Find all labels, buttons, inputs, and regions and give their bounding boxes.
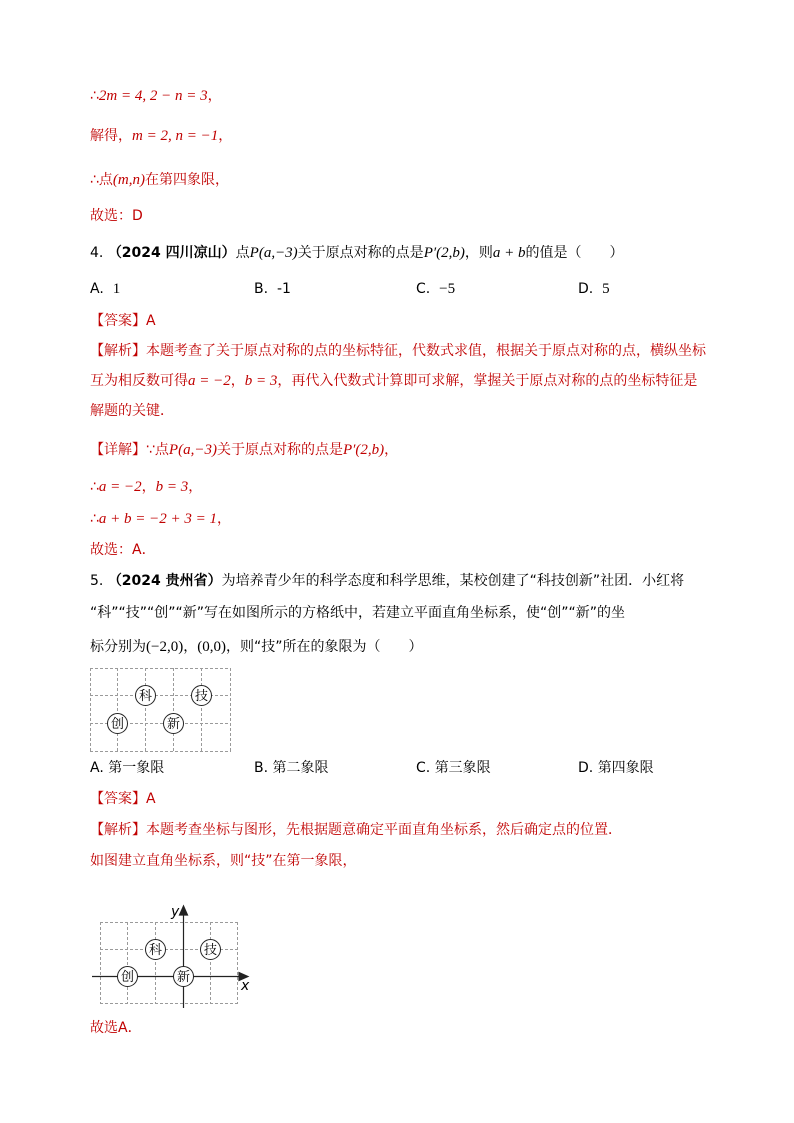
point-p-prime: P′(2,b) bbox=[342, 442, 385, 458]
y-axis-label: y bbox=[171, 904, 180, 920]
q4-answer bbox=[90, 311, 156, 331]
option-value: 第三象限 bbox=[434, 760, 491, 776]
punctuation: ， bbox=[217, 511, 232, 527]
question-text: 的值是（ ） bbox=[525, 245, 624, 261]
option-value: 1 bbox=[112, 281, 121, 297]
option-value: 第二象限 bbox=[272, 760, 329, 776]
grid-figure-1 bbox=[90, 668, 231, 752]
q4-detail-line-2 bbox=[90, 477, 202, 497]
therefore-symbol: ∴ bbox=[90, 479, 99, 495]
analysis-text: 本题考查了关于原点对称的点的坐标特征，代数式求值，根据关于原点对称的点，横纵坐标 bbox=[146, 343, 706, 359]
axis-char-ji bbox=[201, 940, 221, 960]
axis-char-chuang bbox=[118, 967, 138, 987]
analysis-text: 互为相反数可得 bbox=[90, 373, 188, 389]
svg-text:新: 新 bbox=[166, 717, 181, 732]
question-number: 4. bbox=[90, 245, 104, 261]
svg-text:科: 科 bbox=[148, 943, 163, 958]
punctuation: ， bbox=[218, 128, 233, 144]
detail-text: 关于原点对称的点是 bbox=[216, 442, 343, 458]
analysis-tag: 【解析】 bbox=[90, 822, 146, 838]
q4-analysis-line-2 bbox=[90, 371, 697, 391]
question-text: 标分别为 bbox=[90, 639, 146, 655]
q4-option-d[interactable] bbox=[578, 279, 610, 299]
punctuation: ， bbox=[188, 479, 203, 495]
q5-conclusion: 故选A． bbox=[90, 1020, 142, 1036]
question-source: （2024 四川凉山） bbox=[107, 245, 236, 261]
option-value: 第一象限 bbox=[108, 760, 165, 776]
svg-text:新: 新 bbox=[176, 970, 191, 985]
option-letter: B. bbox=[254, 281, 269, 297]
question-text: 关于原点对称的点是 bbox=[297, 245, 424, 261]
solution-line-2 bbox=[90, 126, 232, 146]
grid-figure-2 bbox=[88, 900, 253, 1010]
math-b: b = 3 bbox=[155, 479, 189, 495]
detail-text: ∵点 bbox=[146, 442, 169, 458]
option-letter: D. bbox=[578, 760, 594, 776]
option-letter: D. bbox=[578, 281, 594, 297]
svg-text:技: 技 bbox=[203, 943, 218, 958]
analysis-tag: 【解析】 bbox=[90, 343, 146, 359]
axis-char-xin bbox=[174, 967, 194, 987]
solution-line-3 bbox=[90, 170, 229, 190]
coord-chuang: (−2,0) bbox=[146, 639, 184, 655]
question-number: 5. bbox=[90, 573, 104, 589]
question-4 bbox=[90, 243, 624, 263]
coord-xin: (0,0) bbox=[197, 639, 226, 655]
q4-conclusion: 故选：A． bbox=[90, 542, 156, 558]
question-text: 点 bbox=[235, 245, 250, 261]
option-value: −5 bbox=[439, 281, 456, 297]
q5-answer bbox=[90, 789, 156, 809]
question-5-line-2: “科”“技”“创”“新”写在如图所示的方格纸中，若建立平面直角坐标系，使“创”“新”的坐 bbox=[90, 605, 626, 621]
equation: m = 2, n = −1 bbox=[132, 128, 219, 144]
grid-char-xin bbox=[164, 714, 184, 734]
q5-option-c[interactable] bbox=[416, 758, 491, 778]
svg-text:创: 创 bbox=[110, 717, 125, 732]
therefore-text: ∴点 bbox=[90, 172, 113, 188]
q4-option-a[interactable] bbox=[90, 279, 120, 299]
punctuation: ， bbox=[207, 88, 222, 104]
option-letter: A. bbox=[90, 281, 104, 297]
option-value: 5 bbox=[602, 281, 610, 297]
point-math: (m,n) bbox=[112, 172, 145, 188]
answer-tag: 【答案】 bbox=[90, 313, 146, 329]
punctuation: ， bbox=[230, 373, 245, 389]
solution-conclusion: 故选：D bbox=[90, 208, 143, 224]
quadrant-text: 在第四象限， bbox=[145, 172, 229, 188]
q4-analysis-line-3: 解题的关键． bbox=[90, 403, 174, 419]
detail-tag: 【详解】 bbox=[90, 442, 146, 458]
expression: a + b bbox=[492, 245, 526, 261]
option-value: 第四象限 bbox=[597, 760, 654, 776]
solve-text: 解得， bbox=[90, 128, 132, 144]
x-axis-label: x bbox=[241, 978, 250, 994]
punctuation: ， bbox=[183, 639, 198, 655]
answer-value: A bbox=[146, 313, 156, 329]
svg-text:技: 技 bbox=[194, 689, 209, 704]
math-a: a = −2 bbox=[98, 479, 142, 495]
question-5-line-3 bbox=[90, 637, 422, 657]
analysis-text: 本题考查坐标与图形，先根据题意确定平面直角坐标系，然后确定点的位置． bbox=[146, 822, 622, 838]
question-text: 为培养青少年的科学态度和科学思维，某校创建了“科技创新”社团．小红将 bbox=[221, 573, 685, 589]
q5-option-b[interactable] bbox=[254, 758, 329, 778]
question-5-line-1 bbox=[90, 571, 684, 591]
q5-option-a[interactable] bbox=[90, 758, 164, 778]
math-b: b = 3 bbox=[244, 373, 278, 389]
therefore-symbol: ∴ bbox=[90, 511, 99, 527]
punctuation: ， bbox=[141, 479, 156, 495]
grid-char-ji bbox=[192, 686, 212, 706]
option-letter: C. bbox=[416, 760, 431, 776]
punctuation: ， bbox=[384, 442, 399, 458]
option-letter: C. bbox=[416, 281, 431, 297]
question-text: ，则“技”所在的象限为（ ） bbox=[225, 639, 423, 655]
q4-analysis-line-1 bbox=[90, 341, 706, 361]
answer-tag: 【答案】 bbox=[90, 791, 146, 807]
q5-analysis-line-1 bbox=[90, 820, 622, 840]
point-p: P(a,−3) bbox=[168, 442, 217, 458]
question-text: ，则 bbox=[464, 245, 493, 261]
q5-option-d[interactable] bbox=[578, 758, 654, 778]
answer-value: A bbox=[146, 791, 156, 807]
equation: 2m = 4, 2 − n = 3 bbox=[98, 88, 208, 104]
grid-char-ke bbox=[136, 686, 156, 706]
q4-option-b[interactable] bbox=[254, 279, 291, 299]
q4-detail-line-3 bbox=[90, 509, 231, 529]
sum-equation: a + b = −2 + 3 = 1 bbox=[98, 511, 218, 527]
question-source: （2024 贵州省） bbox=[107, 573, 222, 589]
point-p: P(a,−3) bbox=[249, 245, 298, 261]
solution-line-1 bbox=[90, 86, 222, 106]
math-a: a = −2 bbox=[188, 373, 231, 389]
svg-text:科: 科 bbox=[138, 689, 153, 704]
q5-analysis-line-2: 如图建立直角坐标系，则“技”在第一象限， bbox=[90, 853, 357, 869]
axis-char-ke bbox=[146, 940, 166, 960]
point-p-prime: P′(2,b) bbox=[423, 245, 465, 261]
option-letter: B. bbox=[254, 760, 269, 776]
q4-detail-line-1 bbox=[90, 440, 398, 460]
option-letter: A. bbox=[90, 760, 104, 776]
svg-text:创: 创 bbox=[120, 970, 135, 985]
analysis-text: ，再代入代数式计算即可求解，掌握关于原点对称的点的坐标特征是 bbox=[277, 373, 698, 389]
option-value: -1 bbox=[276, 281, 291, 297]
grid-char-chuang bbox=[108, 714, 128, 734]
q4-option-c[interactable] bbox=[416, 279, 455, 299]
y-axis-arrow-icon bbox=[180, 906, 188, 915]
therefore-symbol: ∴ bbox=[90, 88, 99, 104]
